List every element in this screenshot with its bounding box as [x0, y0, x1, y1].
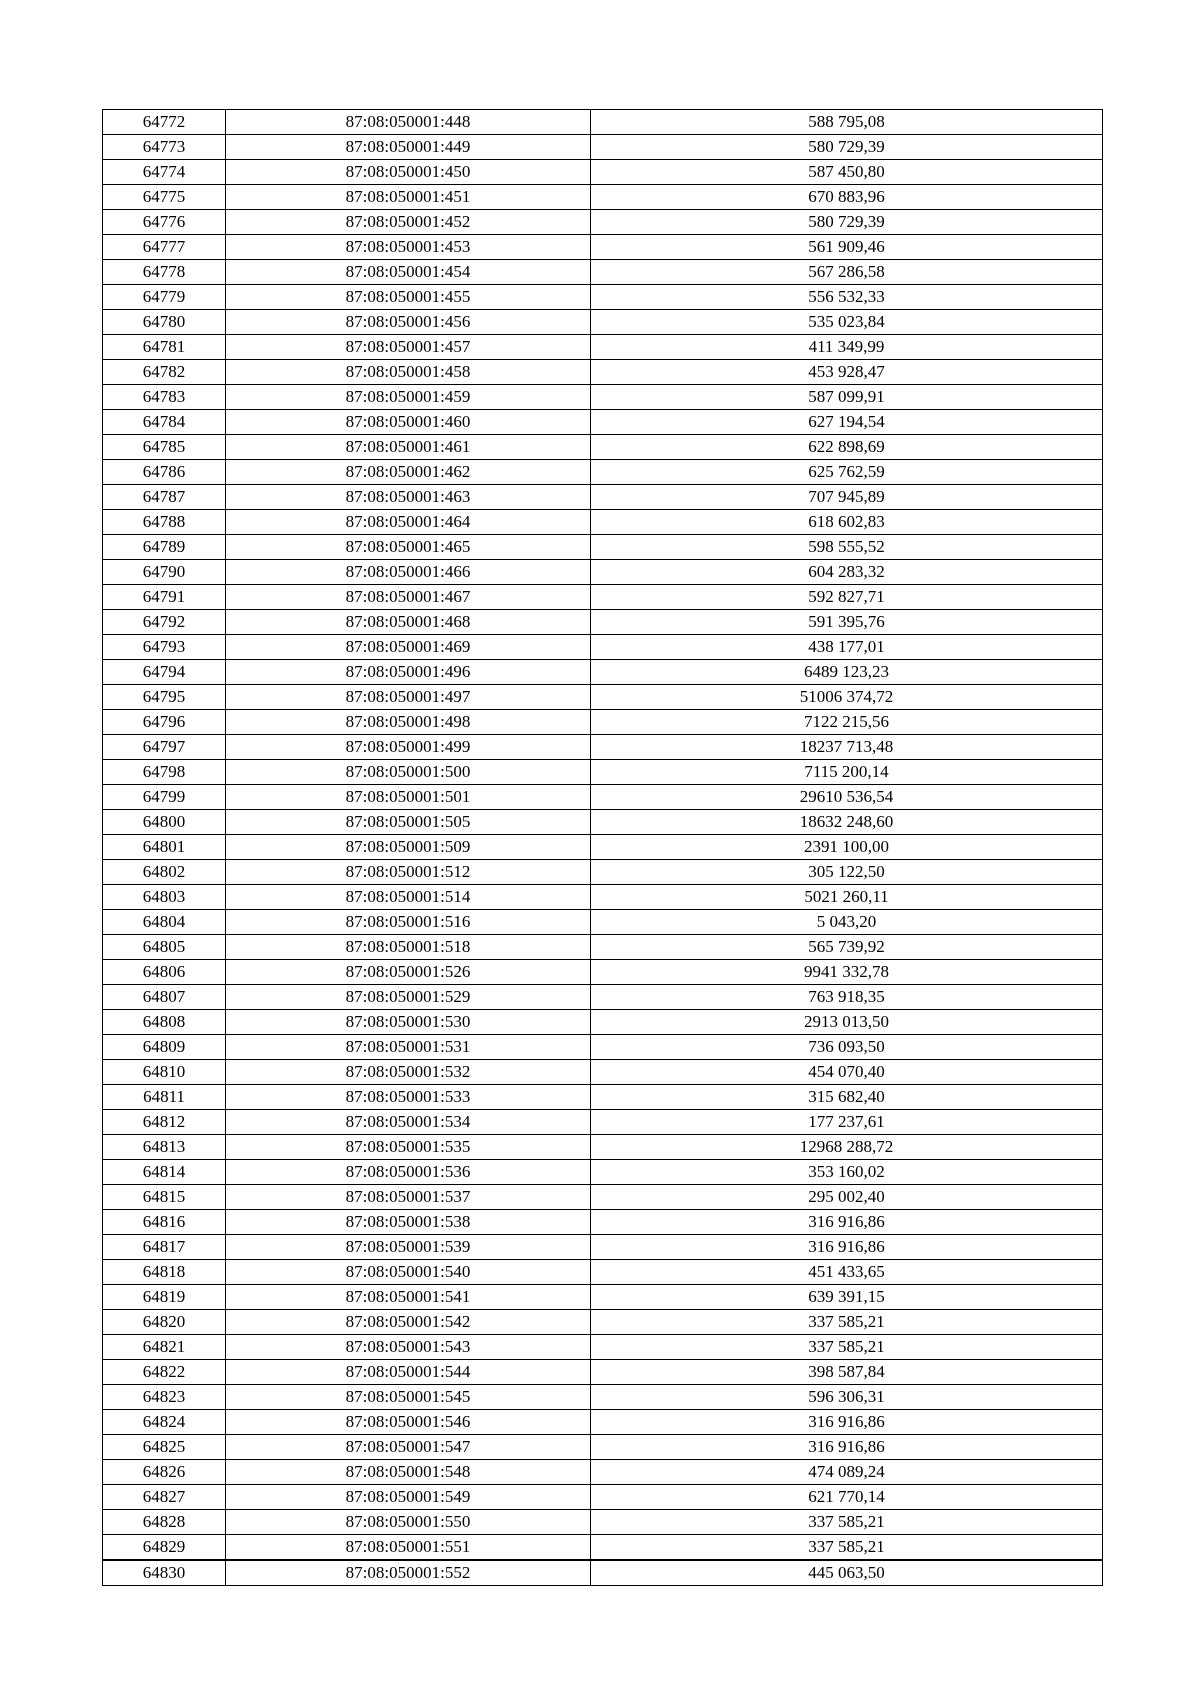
- cadastral-number-cell: 87:08:050001:461: [226, 435, 591, 460]
- value-cell: 454 070,40: [591, 1060, 1103, 1085]
- value-cell: 411 349,99: [591, 335, 1103, 360]
- row-number-cell: 64820: [103, 1310, 226, 1335]
- table-row: [103, 285, 1103, 310]
- table-row: [103, 885, 1103, 910]
- value-cell: 627 194,54: [591, 410, 1103, 435]
- table-row: [103, 160, 1103, 185]
- cadastral-number-cell: 87:08:050001:469: [226, 635, 591, 660]
- row-number-cell: 64793: [103, 635, 226, 660]
- table-body: [103, 110, 1103, 1586]
- table-row: [103, 1285, 1103, 1310]
- cadastral-number-cell: 87:08:050001:449: [226, 135, 591, 160]
- value-cell: 5021 260,11: [591, 885, 1103, 910]
- cadastral-number-cell: 87:08:050001:499: [226, 735, 591, 760]
- table-row: [103, 1210, 1103, 1235]
- value-cell: 316 916,86: [591, 1410, 1103, 1435]
- table-row: [103, 135, 1103, 160]
- value-cell: 315 682,40: [591, 1085, 1103, 1110]
- cadastral-number-cell: 87:08:050001:464: [226, 510, 591, 535]
- value-cell: 474 089,24: [591, 1460, 1103, 1485]
- value-cell: 7115 200,14: [591, 760, 1103, 785]
- value-cell: 670 883,96: [591, 185, 1103, 210]
- cadastral-number-cell: 87:08:050001:518: [226, 935, 591, 960]
- table-row: [103, 610, 1103, 635]
- table-row: [103, 660, 1103, 685]
- row-number-cell: 64805: [103, 935, 226, 960]
- row-number-cell: 64796: [103, 710, 226, 735]
- value-cell: 305 122,50: [591, 860, 1103, 885]
- cadastral-number-cell: 87:08:050001:537: [226, 1185, 591, 1210]
- cadastral-number-cell: 87:08:050001:539: [226, 1235, 591, 1260]
- table-row: [103, 260, 1103, 285]
- value-cell: 561 909,46: [591, 235, 1103, 260]
- table-row: [103, 860, 1103, 885]
- table-row: [103, 1535, 1103, 1561]
- value-cell: 580 729,39: [591, 135, 1103, 160]
- value-cell: 618 602,83: [591, 510, 1103, 535]
- value-cell: 453 928,47: [591, 360, 1103, 385]
- cadastral-number-cell: 87:08:050001:468: [226, 610, 591, 635]
- table-row: [103, 535, 1103, 560]
- value-cell: 398 587,84: [591, 1360, 1103, 1385]
- value-cell: 587 450,80: [591, 160, 1103, 185]
- value-cell: 2913 013,50: [591, 1010, 1103, 1035]
- cadastral-number-cell: 87:08:050001:466: [226, 560, 591, 585]
- row-number-cell: 64773: [103, 135, 226, 160]
- value-cell: 621 770,14: [591, 1485, 1103, 1510]
- cadastral-number-cell: 87:08:050001:536: [226, 1160, 591, 1185]
- row-number-cell: 64801: [103, 835, 226, 860]
- value-cell: 337 585,21: [591, 1510, 1103, 1535]
- value-cell: 763 918,35: [591, 985, 1103, 1010]
- value-cell: 625 762,59: [591, 460, 1103, 485]
- value-cell: 707 945,89: [591, 485, 1103, 510]
- cadastral-number-cell: 87:08:050001:501: [226, 785, 591, 810]
- value-cell: 736 093,50: [591, 1035, 1103, 1060]
- row-number-cell: 64809: [103, 1035, 226, 1060]
- cadastral-number-cell: 87:08:050001:450: [226, 160, 591, 185]
- value-cell: 535 023,84: [591, 310, 1103, 335]
- cadastral-number-cell: 87:08:050001:458: [226, 360, 591, 385]
- row-number-cell: 64778: [103, 260, 226, 285]
- value-cell: 12968 288,72: [591, 1135, 1103, 1160]
- table-row: [103, 635, 1103, 660]
- cadastral-number-cell: 87:08:050001:552: [226, 1560, 591, 1586]
- table-row: [103, 1385, 1103, 1410]
- table-row: [103, 1560, 1103, 1586]
- cadastral-number-cell: 87:08:050001:535: [226, 1135, 591, 1160]
- value-cell: 5 043,20: [591, 910, 1103, 935]
- cadastral-number-cell: 87:08:050001:550: [226, 1510, 591, 1535]
- value-cell: 587 099,91: [591, 385, 1103, 410]
- cadastral-number-cell: 87:08:050001:540: [226, 1260, 591, 1285]
- row-number-cell: 64804: [103, 910, 226, 935]
- cadastral-number-cell: 87:08:050001:460: [226, 410, 591, 435]
- table-row: [103, 710, 1103, 735]
- cadastral-number-cell: 87:08:050001:547: [226, 1435, 591, 1460]
- row-number-cell: 64772: [103, 110, 226, 135]
- cadastral-number-cell: 87:08:050001:544: [226, 1360, 591, 1385]
- cadastral-number-cell: 87:08:050001:496: [226, 660, 591, 685]
- value-cell: 29610 536,54: [591, 785, 1103, 810]
- cadastral-number-cell: 87:08:050001:526: [226, 960, 591, 985]
- row-number-cell: 64790: [103, 560, 226, 585]
- cadastral-number-cell: 87:08:050001:546: [226, 1410, 591, 1435]
- row-number-cell: 64824: [103, 1410, 226, 1435]
- value-cell: 580 729,39: [591, 210, 1103, 235]
- cadastral-number-cell: 87:08:050001:452: [226, 210, 591, 235]
- table-row: [103, 235, 1103, 260]
- cadastral-number-cell: 87:08:050001:453: [226, 235, 591, 260]
- table-row: [103, 1110, 1103, 1135]
- cadastral-number-cell: 87:08:050001:467: [226, 585, 591, 610]
- cadastral-number-cell: 87:08:050001:451: [226, 185, 591, 210]
- row-number-cell: 64807: [103, 985, 226, 1010]
- table-row: [103, 560, 1103, 585]
- table-row: [103, 1410, 1103, 1435]
- value-cell: 9941 332,78: [591, 960, 1103, 985]
- cadastral-number-cell: 87:08:050001:541: [226, 1285, 591, 1310]
- table-row: [103, 935, 1103, 960]
- row-number-cell: 64803: [103, 885, 226, 910]
- cadastral-number-cell: 87:08:050001:465: [226, 535, 591, 560]
- table-row: [103, 210, 1103, 235]
- row-number-cell: 64782: [103, 360, 226, 385]
- cadastral-number-cell: 87:08:050001:500: [226, 760, 591, 785]
- row-number-cell: 64825: [103, 1435, 226, 1460]
- row-number-cell: 64788: [103, 510, 226, 535]
- table-row: [103, 835, 1103, 860]
- row-number-cell: 64775: [103, 185, 226, 210]
- value-cell: 18632 248,60: [591, 810, 1103, 835]
- row-number-cell: 64791: [103, 585, 226, 610]
- row-number-cell: 64780: [103, 310, 226, 335]
- cadastral-number-cell: 87:08:050001:549: [226, 1485, 591, 1510]
- table-row: [103, 1460, 1103, 1485]
- table-row: [103, 410, 1103, 435]
- cadastral-number-cell: 87:08:050001:497: [226, 685, 591, 710]
- row-number-cell: 64821: [103, 1335, 226, 1360]
- cadastral-number-cell: 87:08:050001:454: [226, 260, 591, 285]
- table-row: [103, 510, 1103, 535]
- row-number-cell: 64816: [103, 1210, 226, 1235]
- row-number-cell: 64811: [103, 1085, 226, 1110]
- table-row: [103, 1485, 1103, 1510]
- table-row: [103, 485, 1103, 510]
- row-number-cell: 64812: [103, 1110, 226, 1135]
- table-row: [103, 1235, 1103, 1260]
- row-number-cell: 64797: [103, 735, 226, 760]
- row-number-cell: 64777: [103, 235, 226, 260]
- table-row: [103, 910, 1103, 935]
- row-number-cell: 64784: [103, 410, 226, 435]
- table-row: [103, 110, 1103, 135]
- value-cell: 295 002,40: [591, 1185, 1103, 1210]
- table-row: [103, 1435, 1103, 1460]
- value-cell: 604 283,32: [591, 560, 1103, 585]
- table-row: [103, 810, 1103, 835]
- table-row: [103, 185, 1103, 210]
- table-row: [103, 1060, 1103, 1085]
- table-row: [103, 1360, 1103, 1385]
- value-cell: 316 916,86: [591, 1235, 1103, 1260]
- table-row: [103, 985, 1103, 1010]
- cadastral-number-cell: 87:08:050001:512: [226, 860, 591, 885]
- value-cell: 177 237,61: [591, 1110, 1103, 1135]
- table-row: [103, 385, 1103, 410]
- cadastral-number-cell: 87:08:050001:534: [226, 1110, 591, 1135]
- table-row: [103, 585, 1103, 610]
- cadastral-number-cell: 87:08:050001:448: [226, 110, 591, 135]
- cadastral-number-cell: 87:08:050001:462: [226, 460, 591, 485]
- table-row: [103, 435, 1103, 460]
- row-number-cell: 64795: [103, 685, 226, 710]
- cadastral-number-cell: 87:08:050001:545: [226, 1385, 591, 1410]
- table-row: [103, 1510, 1103, 1535]
- table-row: [103, 1260, 1103, 1285]
- cadastral-number-cell: 87:08:050001:548: [226, 1460, 591, 1485]
- table-row: [103, 785, 1103, 810]
- row-number-cell: 64787: [103, 485, 226, 510]
- row-number-cell: 64823: [103, 1385, 226, 1410]
- row-number-cell: 64802: [103, 860, 226, 885]
- value-cell: 7122 215,56: [591, 710, 1103, 735]
- cadastral-number-cell: 87:08:050001:538: [226, 1210, 591, 1235]
- cadastral-number-cell: 87:08:050001:509: [226, 835, 591, 860]
- row-number-cell: 64786: [103, 460, 226, 485]
- row-number-cell: 64794: [103, 660, 226, 685]
- row-number-cell: 64808: [103, 1010, 226, 1035]
- table-row: [103, 335, 1103, 360]
- row-number-cell: 64779: [103, 285, 226, 310]
- value-cell: 18237 713,48: [591, 735, 1103, 760]
- value-cell: 596 306,31: [591, 1385, 1103, 1410]
- row-number-cell: 64785: [103, 435, 226, 460]
- row-number-cell: 64830: [103, 1560, 226, 1586]
- data-table: [102, 109, 1103, 1586]
- row-number-cell: 64789: [103, 535, 226, 560]
- cadastral-number-cell: 87:08:050001:455: [226, 285, 591, 310]
- table-row: [103, 1185, 1103, 1210]
- table-row: [103, 1310, 1103, 1335]
- value-cell: 337 585,21: [591, 1310, 1103, 1335]
- table-row: [103, 360, 1103, 385]
- row-number-cell: 64819: [103, 1285, 226, 1310]
- table-row: [103, 1335, 1103, 1360]
- value-cell: 438 177,01: [591, 635, 1103, 660]
- cadastral-number-cell: 87:08:050001:456: [226, 310, 591, 335]
- row-number-cell: 64813: [103, 1135, 226, 1160]
- table-row: [103, 760, 1103, 785]
- value-cell: 567 286,58: [591, 260, 1103, 285]
- cadastral-number-cell: 87:08:050001:533: [226, 1085, 591, 1110]
- row-number-cell: 64800: [103, 810, 226, 835]
- row-number-cell: 64810: [103, 1060, 226, 1085]
- table-row: [103, 1010, 1103, 1035]
- value-cell: 451 433,65: [591, 1260, 1103, 1285]
- value-cell: 592 827,71: [591, 585, 1103, 610]
- row-number-cell: 64828: [103, 1510, 226, 1535]
- cadastral-number-cell: 87:08:050001:505: [226, 810, 591, 835]
- row-number-cell: 64783: [103, 385, 226, 410]
- cadastral-number-cell: 87:08:050001:542: [226, 1310, 591, 1335]
- value-cell: 622 898,69: [591, 435, 1103, 460]
- value-cell: 588 795,08: [591, 110, 1103, 135]
- table-row: [103, 310, 1103, 335]
- value-cell: 598 555,52: [591, 535, 1103, 560]
- row-number-cell: 64822: [103, 1360, 226, 1385]
- value-cell: 353 160,02: [591, 1160, 1103, 1185]
- value-cell: 591 395,76: [591, 610, 1103, 635]
- row-number-cell: 64792: [103, 610, 226, 635]
- row-number-cell: 64815: [103, 1185, 226, 1210]
- row-number-cell: 64818: [103, 1260, 226, 1285]
- value-cell: 445 063,50: [591, 1560, 1103, 1586]
- row-number-cell: 64799: [103, 785, 226, 810]
- value-cell: 337 585,21: [591, 1535, 1103, 1561]
- cadastral-number-cell: 87:08:050001:530: [226, 1010, 591, 1035]
- value-cell: 639 391,15: [591, 1285, 1103, 1310]
- table-row: [103, 1160, 1103, 1185]
- value-cell: 337 585,21: [591, 1335, 1103, 1360]
- value-cell: 51006 374,72: [591, 685, 1103, 710]
- table-row: [103, 460, 1103, 485]
- value-cell: 2391 100,00: [591, 835, 1103, 860]
- table-row: [103, 1035, 1103, 1060]
- value-cell: 316 916,86: [591, 1435, 1103, 1460]
- table-row: [103, 960, 1103, 985]
- cadastral-number-cell: 87:08:050001:459: [226, 385, 591, 410]
- table-row: [103, 685, 1103, 710]
- cadastral-number-cell: 87:08:050001:516: [226, 910, 591, 935]
- row-number-cell: 64774: [103, 160, 226, 185]
- cadastral-number-cell: 87:08:050001:529: [226, 985, 591, 1010]
- cadastral-number-cell: 87:08:050001:531: [226, 1035, 591, 1060]
- value-cell: 565 739,92: [591, 935, 1103, 960]
- value-cell: 316 916,86: [591, 1210, 1103, 1235]
- row-number-cell: 64817: [103, 1235, 226, 1260]
- cadastral-number-cell: 87:08:050001:498: [226, 710, 591, 735]
- row-number-cell: 64776: [103, 210, 226, 235]
- cadastral-number-cell: 87:08:050001:543: [226, 1335, 591, 1360]
- value-cell: 6489 123,23: [591, 660, 1103, 685]
- value-cell: 556 532,33: [591, 285, 1103, 310]
- row-number-cell: 64814: [103, 1160, 226, 1185]
- table-row: [103, 1085, 1103, 1110]
- cadastral-number-cell: 87:08:050001:532: [226, 1060, 591, 1085]
- table-row: [103, 735, 1103, 760]
- cadastral-number-cell: 87:08:050001:551: [226, 1535, 591, 1561]
- row-number-cell: 64826: [103, 1460, 226, 1485]
- cadastral-number-cell: 87:08:050001:514: [226, 885, 591, 910]
- cadastral-number-cell: 87:08:050001:457: [226, 335, 591, 360]
- cadastral-number-cell: 87:08:050001:463: [226, 485, 591, 510]
- row-number-cell: 64806: [103, 960, 226, 985]
- row-number-cell: 64781: [103, 335, 226, 360]
- table-row: [103, 1135, 1103, 1160]
- row-number-cell: 64829: [103, 1535, 226, 1561]
- row-number-cell: 64798: [103, 760, 226, 785]
- row-number-cell: 64827: [103, 1485, 226, 1510]
